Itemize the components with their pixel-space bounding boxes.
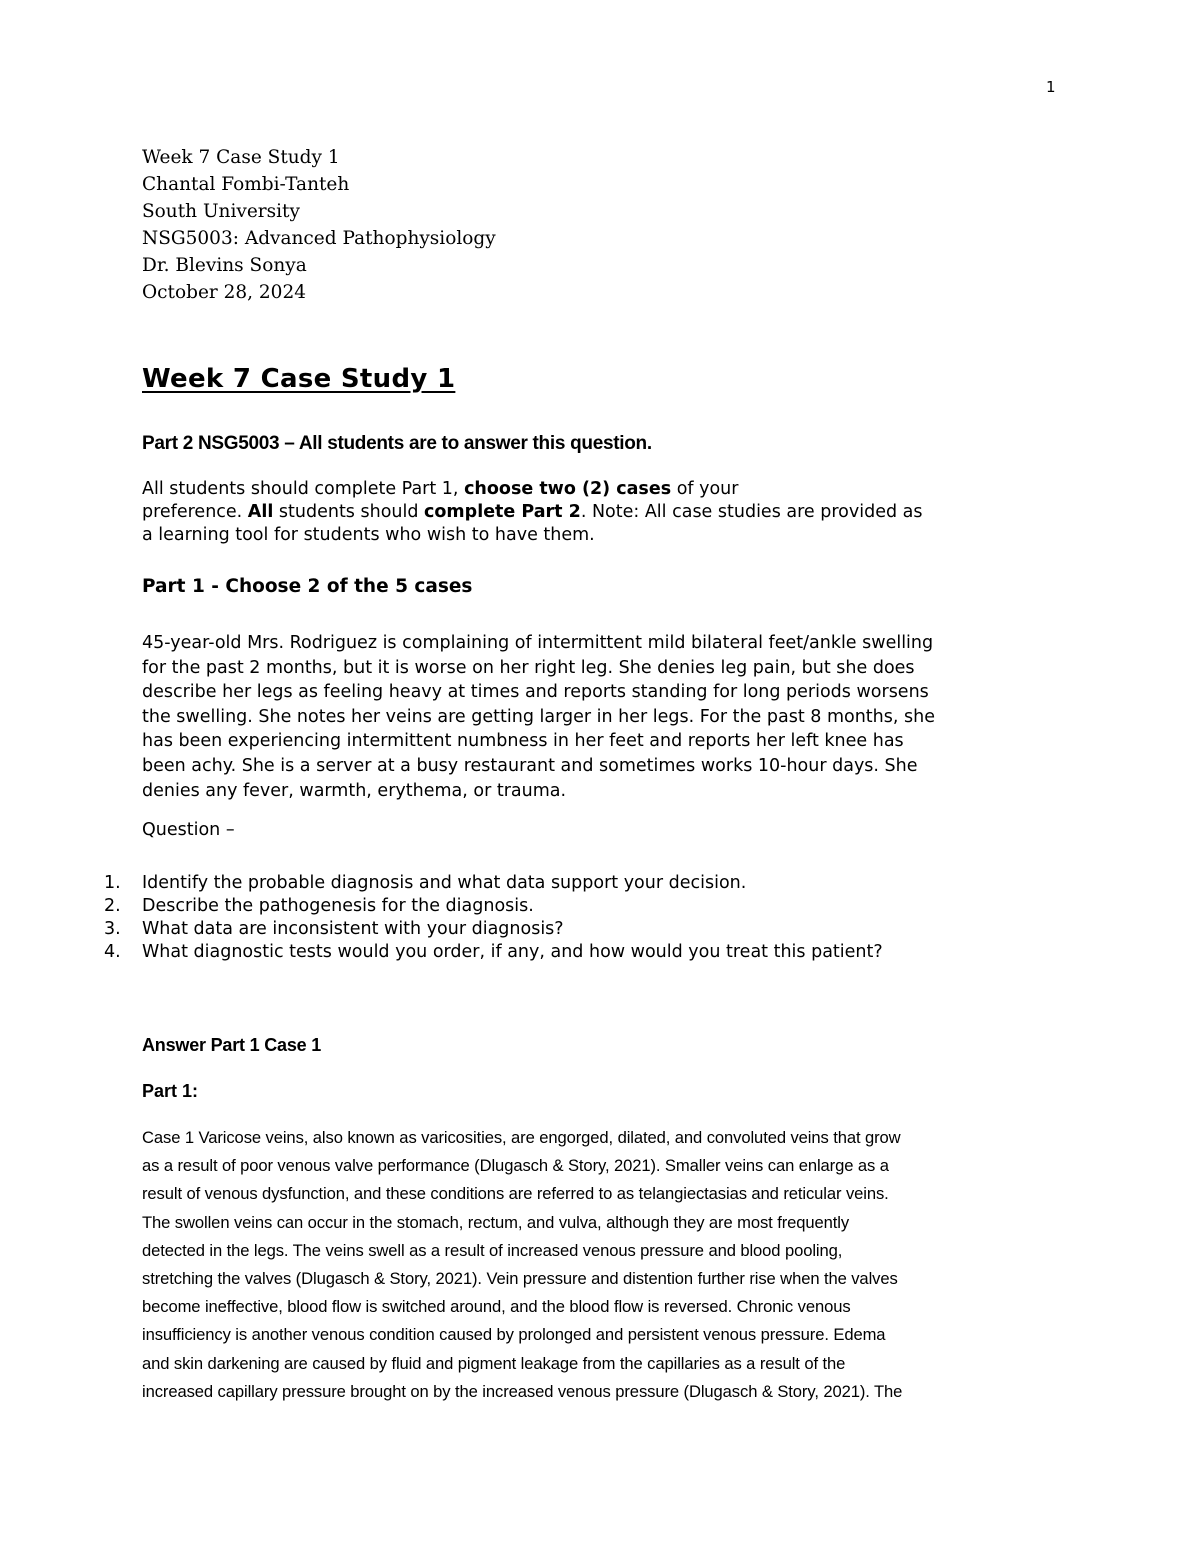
list-item [100,895,883,918]
author-name-line: Chantal Fombi-Tanteh [142,174,350,195]
title-block [142,144,496,306]
list-item [100,941,883,964]
list-number: 3. [104,919,121,939]
intro-text: students should [273,502,425,522]
case-description [142,631,1072,803]
intro-emphasis: choose two (2) cases [464,479,672,499]
main-heading: Week 7 Case Study 1 [142,364,456,394]
case-line: for the past 2 months, but it is worse on her right leg. She denies leg pain, but she does [142,657,915,678]
answer-line: stretching the valves (Dlugasch & Story, 2021). Vein pressure and distention further rise when the valves [142,1269,898,1289]
part1-label: Part 1: [142,1081,199,1101]
answer-line: as a result of poor venous valve performance (Dlugasch & Story, 2021). Smaller veins can enlarge as a [142,1156,889,1176]
question-text: Describe the pathogenesis for the diagnosis. [142,896,534,916]
instructor-line: Dr. Blevins Sonya [142,255,307,276]
intro-line-1 [142,478,1062,501]
question-text: Identify the probable diagnosis and what data support your decision. [142,873,747,893]
part1-heading: Part 1 - Choose 2 of the 5 cases [142,576,473,597]
answer-line: and skin darkening are caused by fluid and pigment leakage from the capillaries as a result of the [142,1353,846,1373]
intro-paragraph [142,478,1062,547]
question-text: What diagnostic tests would you order, if any, and how would you treat this patient? [142,942,883,962]
intro-line-3: a learning tool for students who wish to have them. [142,525,595,545]
answer-line: increased capillary pressure brought on by the increased venous pressure (Dlugasch & Story, 2021). The [142,1381,903,1401]
case-line: 45-year-old Mrs. Rodriguez is complaining of intermittent mild bilateral feet/ankle swelling [142,633,934,653]
answer-heading: Answer Part 1 Case 1 [142,1035,322,1055]
list-number: 4. [104,942,121,962]
intro-text: All students should complete Part 1, [142,479,465,499]
answer-line: The swollen veins can occur in the stomach, rectum, and vulva, although they are most frequently [142,1212,850,1232]
question-list [100,872,883,964]
intro-text: of your [671,479,739,499]
intro-text: . Note: All case studies are provided as [580,502,923,522]
case-line: been achy. She is a server at a busy restaurant and sometimes works 10-hour days. She [142,755,918,776]
answer-line: result of venous dysfunction, and these conditions are referred to as telangiectasias and reticular veins. [142,1184,889,1204]
question-label: Question – [142,820,235,840]
intro-line-2 [142,501,1062,524]
list-number: 1. [104,873,121,893]
page-number: 1 [1046,78,1056,96]
case-line: has been experiencing intermittent numbness in her feet and reports her left knee has [142,731,904,752]
answer-line: Case 1 Varicose veins, also known as varicosities, are engorged, dilated, and convoluted veins that grow [142,1128,901,1147]
case-line: the swelling. She notes her veins are getting larger in her legs. For the past 8 months, she [142,706,935,727]
intro-emphasis: complete Part 2 [424,502,581,522]
list-number: 2. [104,896,121,916]
intro-text: preference. [142,502,248,522]
course-line: NSG5003: Advanced Pathophysiology [142,228,496,249]
answer-line: insufficiency is another venous condition caused by prolonged and persistent venous pressure. Edema [142,1325,886,1345]
institution-line: South University [142,201,300,222]
part2-heading: Part 2 NSG5003 – All students are to answer this question. [142,433,652,454]
case-line: denies any fever, warmth, erythema, or trauma. [142,780,567,801]
answer-line: become ineffective, blood flow is switched around, and the blood flow is reversed. Chronic venous [142,1297,851,1317]
intro-emphasis: All [247,502,274,522]
answer-paragraph [142,1124,1062,1406]
case-line: describe her legs as feeling heavy at times and reports standing for long periods worsens [142,682,929,703]
answer-line: detected in the legs. The veins swell as a result of increased venous pressure and blood pooling, [142,1240,843,1260]
question-text: What data are inconsistent with your diagnosis? [142,919,564,939]
list-item [100,872,883,895]
date-line: October 28, 2024 [142,282,306,303]
list-item [100,918,883,941]
assignment-title-line: Week 7 Case Study 1 [142,147,340,168]
